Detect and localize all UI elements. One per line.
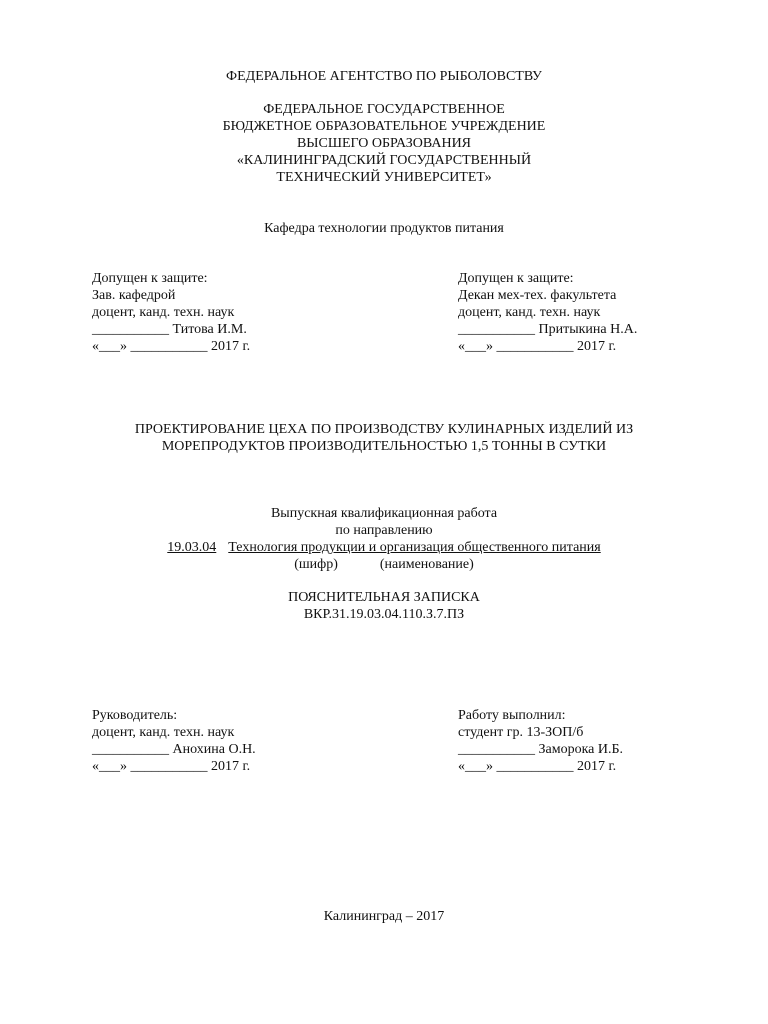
agency-heading xyxy=(0,68,768,85)
direction-line xyxy=(0,539,768,556)
document-code: ВКР.31.19.03.04.110.З.7.ПЗ xyxy=(303,607,465,622)
approver-degree: доцент, канд. техн. наук xyxy=(458,305,601,320)
approver-signature-line: ___________ Притыкина Н.А. xyxy=(458,322,638,337)
student-group: студент гр. 13-ЗОП/б xyxy=(458,725,584,740)
footer-city-year xyxy=(0,908,768,925)
institution-line: БЮДЖЕТНОЕ ОБРАЗОВАТЕЛЬНОЕ УЧРЕЖДЕНИЕ xyxy=(222,119,546,134)
approval-label: Допущен к защите: xyxy=(458,271,574,286)
explanatory-note xyxy=(0,589,768,623)
institution-line: ФЕДЕРАЛЬНОЕ ГОСУДАРСТВЕННОЕ xyxy=(263,102,505,117)
name-caption: (наименование) xyxy=(379,557,474,572)
direction-label: по направлению xyxy=(335,523,433,538)
approver-position: Зав. кафедрой xyxy=(92,288,176,303)
supervisor-label: Руководитель: xyxy=(92,708,178,723)
direction-captions xyxy=(0,556,768,573)
approval-date-line: «___» ___________ 2017 г. xyxy=(458,339,617,354)
city-year-line: Калининград – 2017 xyxy=(323,909,445,924)
work-type: Выпускная квалификационная работа xyxy=(270,506,498,521)
code-caption: (шифр) xyxy=(294,557,338,572)
supervisor-signature-line: ___________ Анохина О.Н. xyxy=(92,742,256,757)
institution-line: ВЫСШЕГО ОБРАЗОВАНИЯ xyxy=(296,136,472,151)
work-description xyxy=(0,505,768,573)
thesis-title-line: МОРЕПРОДУКТОВ ПРОИЗВОДИТЕЛЬНОСТЬЮ 1,5 ТОННЫ В СУТКИ xyxy=(161,439,607,454)
department-name xyxy=(0,220,768,237)
approval-date-line: «___» ___________ 2017 г. xyxy=(92,339,251,354)
institution-heading xyxy=(0,101,768,186)
approver-position: Декан мех-тех. факультета xyxy=(458,288,617,303)
approver-degree: доцент, канд. техн. наук xyxy=(92,305,235,320)
institution-line: «КАЛИНИНГРАДСКИЙ ГОСУДАРСТВЕННЫЙ xyxy=(236,153,532,168)
student-date-line: «___» ___________ 2017 г. xyxy=(458,759,617,774)
supervisor-block xyxy=(92,707,256,775)
direction-code: 19.03.04 xyxy=(167,540,217,555)
student-label: Работу выполнил: xyxy=(458,708,566,723)
department-line: Кафедра технологии продуктов питания xyxy=(264,221,504,236)
agency-line: ФЕДЕРАЛЬНОЕ АГЕНТСТВО ПО РЫБОЛОВСТВУ xyxy=(226,69,542,84)
approval-right-block xyxy=(458,270,637,355)
approval-label: Допущен к защите: xyxy=(92,271,208,286)
approver-signature-line: ___________ Титова И.М. xyxy=(92,322,247,337)
approval-left-block xyxy=(92,270,250,355)
thesis-title-line: ПРОЕКТИРОВАНИЕ ЦЕХА ПО ПРОИЗВОДСТВУ КУЛИНАРНЫХ ИЗДЕЛИЙ ИЗ xyxy=(134,422,634,437)
supervisor-date-line: «___» ___________ 2017 г. xyxy=(92,759,251,774)
supervisor-degree: доцент, канд. техн. наук xyxy=(92,725,235,740)
note-title: ПОЯСНИТЕЛЬНАЯ ЗАПИСКА xyxy=(288,590,480,605)
student-signature-line: ___________ Заморока И.Б. xyxy=(458,742,624,757)
institution-line: ТЕХНИЧЕСКИЙ УНИВЕРСИТЕТ» xyxy=(276,170,492,185)
student-block xyxy=(458,707,623,775)
thesis-title xyxy=(0,421,768,455)
direction-name: Технология продукции и организация общественного питания xyxy=(228,540,601,555)
